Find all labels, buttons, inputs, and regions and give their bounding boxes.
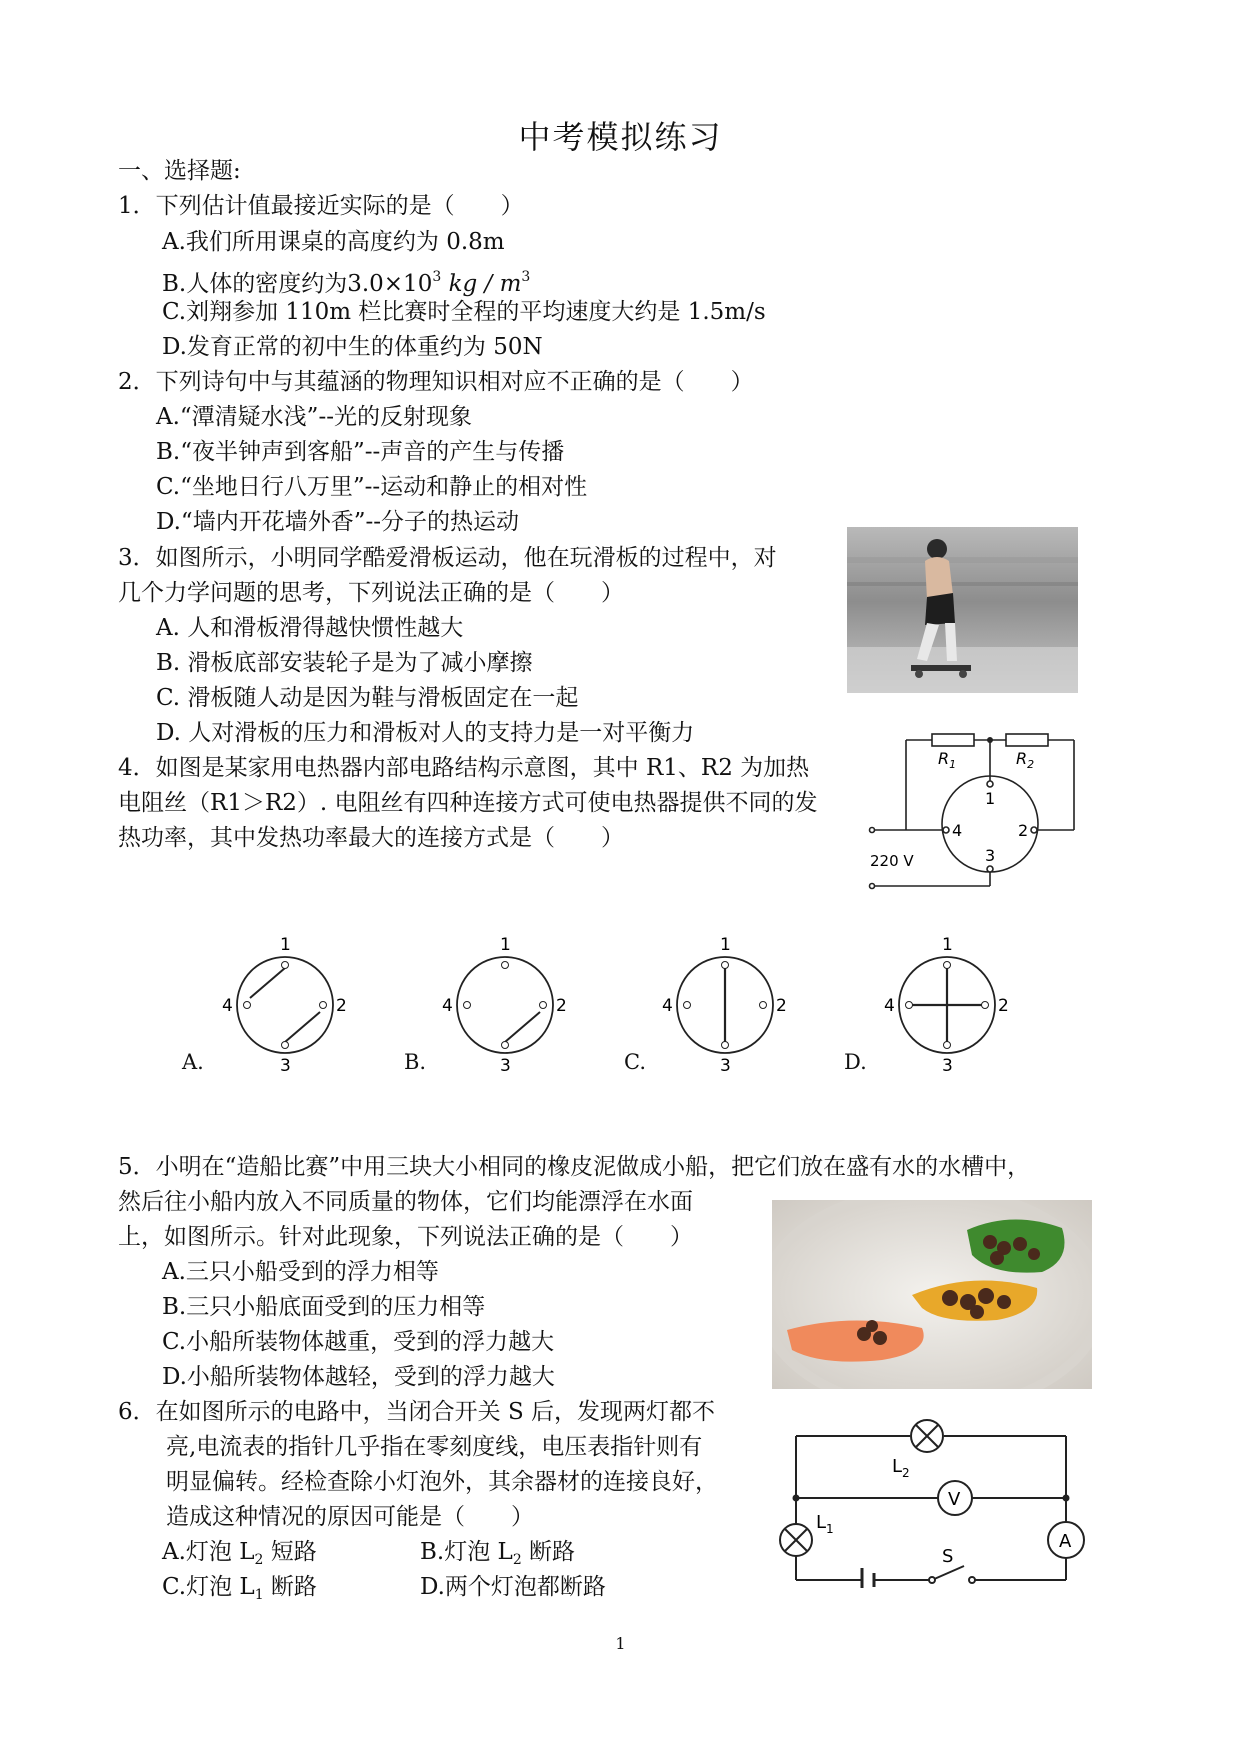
svg-text:V: V — [948, 1489, 961, 1510]
svg-text:R1: $R_1$ — [938, 749, 957, 771]
svg-text:L2: $L_2$ — [892, 1456, 910, 1480]
q4-stem-line1: 4．如图是某家用电热器内部电路结构示意图，其中 R1、R2 为加热 — [118, 755, 810, 781]
q2-option-d: D.“墙内开花墙外香”--分子的热运动 — [156, 509, 519, 535]
svg-text:4: 4 — [884, 996, 895, 1016]
q5-stem-line1: 5．小明在“造船比赛”中用三块大小相同的橡皮泥做成小船，把它们放在盛有水的水槽中， — [118, 1154, 1031, 1180]
page-title: 中考模拟练习 — [518, 118, 723, 156]
q1-option-b: B.人体的密度约为$3.0\times 10^3$ kg / $m^3$ — [162, 269, 531, 297]
svg-text:4: 4 — [222, 996, 233, 1016]
q6-option-a: A.灯泡 $L_2$ 短路 — [162, 1539, 317, 1568]
svg-text:3: 3 — [942, 1056, 953, 1075]
section-heading: 一、选择题: — [118, 158, 241, 184]
q4-option-b-diagram — [435, 935, 575, 1075]
q4-option-a-diagram — [215, 935, 355, 1075]
q3-option-d: D. 人对滑板的压力和滑板对人的支持力是一对平衡力 — [156, 720, 695, 746]
q4-stem-line3: 热功率，其中发热功率最大的连接方式是（ ） — [118, 825, 624, 851]
q5-stem-line2: 然后往小船内放入不同质量的物体，它们均能漂浮在水面 — [118, 1189, 693, 1215]
q6-option-c: C.灯泡 $L_1$ 断路 — [162, 1574, 317, 1603]
svg-text:2: 2 — [998, 996, 1009, 1016]
svg-text:S: S — [942, 1546, 954, 1567]
svg-text:2: 2 — [556, 996, 567, 1016]
heater-circuit-diagram — [860, 730, 1080, 890]
svg-text:3: 3 — [985, 846, 996, 865]
svg-text:2: 2 — [336, 996, 347, 1016]
q5-stem-line3: 上，如图所示。针对此现象，下列说法正确的是（ ） — [118, 1224, 693, 1250]
svg-text:2: 2 — [1018, 821, 1029, 840]
q6-option-d: D.两个灯泡都断路 — [420, 1574, 606, 1600]
q3-stem-line1: 3．如图所示，小明同学酷爱滑板运动，他在玩滑板的过程中，对 — [118, 545, 777, 571]
q2-option-a: A.“潭清疑水浅”--光的反射现象 — [156, 404, 472, 430]
q5-option-a: A.三只小船受到的浮力相等 — [162, 1259, 439, 1285]
q1-stem: 1．下列估计值最接近实际的是（ ） — [118, 193, 524, 219]
q4-option-b-label: B. — [404, 1050, 427, 1074]
q4-stem-line2: 电阻丝（R1＞R2）. 电阻丝有四种连接方式可使电热器提供不同的发 — [118, 790, 818, 816]
q4-option-a-label: A. — [182, 1050, 204, 1074]
q4-option-d-diagram — [877, 935, 1017, 1075]
q6-stem-line2: 亮,电流表的指针几乎指在零刻度线，电压表指针则有 — [166, 1434, 703, 1460]
page-number: 1 — [615, 1634, 626, 1653]
svg-text:3: 3 — [280, 1056, 291, 1075]
svg-text:L1: $L_1$ — [816, 1512, 834, 1536]
q6-stem-line1: 6．在如图所示的电路中，当闭合开关 S 后，发现两灯都不 — [118, 1399, 716, 1425]
q4-option-c-diagram — [655, 935, 795, 1075]
q6-stem-line3: 明显偏转。经检查除小灯泡外，其余器材的连接良好， — [166, 1469, 718, 1495]
svg-text:2: 2 — [776, 996, 787, 1016]
q2-option-c: C.“坐地日行八万里”--运动和静止的相对性 — [156, 474, 588, 500]
boats-photo — [772, 1200, 1092, 1389]
q3-option-b: B. 滑板底部安装轮子是为了减小摩擦 — [156, 650, 533, 676]
svg-text:3: 3 — [720, 1056, 731, 1075]
q2-stem: 2．下列诗句中与其蕴涵的物理知识相对应不正确的是（ ） — [118, 369, 754, 395]
svg-text:4: 4 — [442, 996, 453, 1016]
q1-option-a: A.我们所用课桌的高度约为 0.8m — [162, 229, 505, 255]
q1-option-c: C.刘翔参加 110m 栏比赛时全程的平均速度大约是 1.5m/s — [162, 299, 766, 325]
svg-text:4: 4 — [952, 821, 963, 840]
svg-text:220 V: 220 V — [870, 852, 914, 870]
q4-option-c-label: C. — [624, 1050, 646, 1074]
q3-stem-line2: 几个力学问题的思考，下列说法正确的是（ ） — [118, 580, 624, 606]
q5-option-b: B.三只小船底面受到的压力相等 — [162, 1294, 486, 1320]
svg-text:1: 1 — [942, 935, 953, 955]
svg-text:4: 4 — [662, 996, 673, 1016]
svg-text:1: 1 — [500, 935, 511, 955]
q6-stem-line4: 造成这种情况的原因可能是（ ） — [166, 1504, 534, 1530]
q2-option-b: B.“夜半钟声到客船”--声音的产生与传播 — [156, 439, 565, 465]
q5-option-c: C.小船所装物体越重，受到的浮力越大 — [162, 1329, 555, 1355]
q3-option-c: C. 滑板随人动是因为鞋与滑板固定在一起 — [156, 685, 579, 711]
svg-text:1: 1 — [720, 935, 731, 955]
q4-option-d-label: D. — [844, 1050, 867, 1074]
svg-text:3: 3 — [500, 1056, 511, 1075]
svg-text:1: 1 — [280, 935, 291, 955]
svg-text:R2: $R_2$ — [1016, 749, 1035, 771]
skateboard-photo — [847, 527, 1078, 693]
q3-option-a: A. 人和滑板滑得越快惯性越大 — [156, 615, 464, 641]
q5-option-d: D.小船所装物体越轻，受到的浮力越大 — [162, 1364, 555, 1390]
q6-option-b: B.灯泡 $L_2$ 断路 — [420, 1539, 576, 1568]
q1-option-d: D.发育正常的初中生的体重约为 50N — [162, 334, 543, 360]
svg-text:A: A — [1059, 1531, 1072, 1552]
lamp-circuit-diagram — [772, 1408, 1090, 1588]
svg-text:1: 1 — [985, 789, 996, 808]
